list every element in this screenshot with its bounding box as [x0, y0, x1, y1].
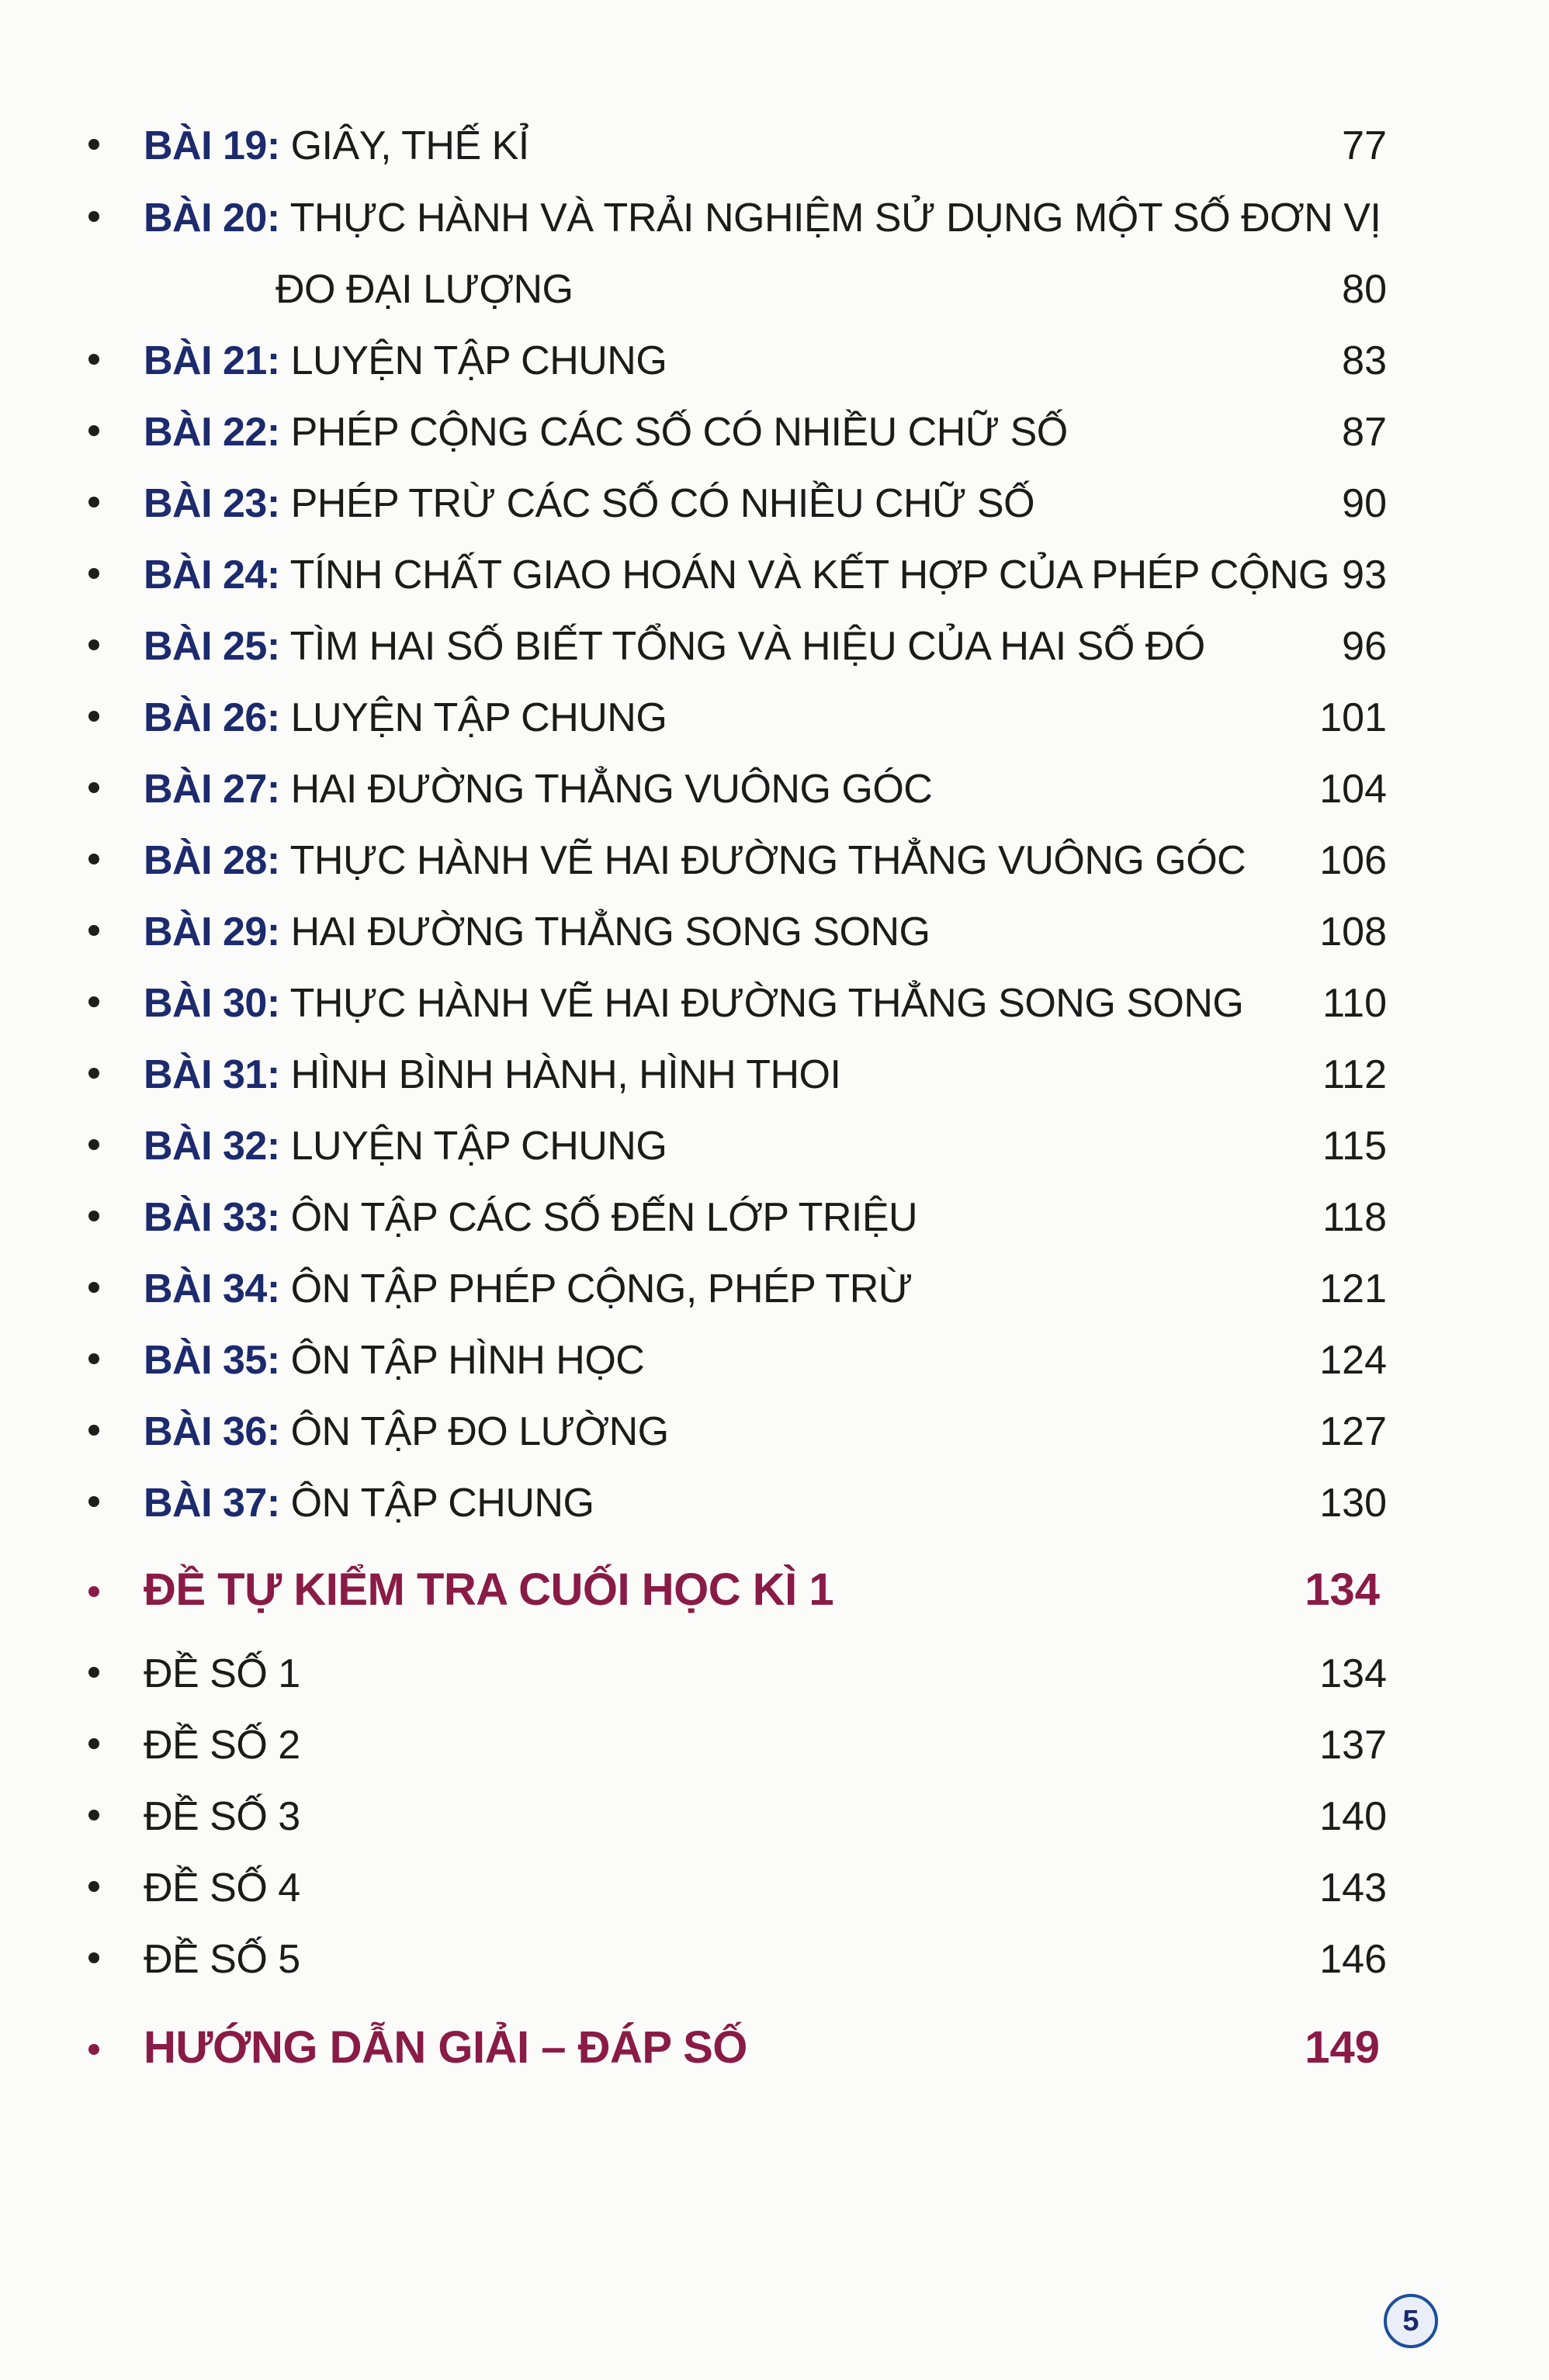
page-number: 146	[1319, 1937, 1387, 1982]
section-title: ĐỀ TỰ KIỂM TRA CUỐI HỌC KÌ 1	[144, 1564, 834, 1615]
bullet-icon	[88, 925, 99, 936]
toc-entry	[0, 613, 1549, 683]
lesson-title: HAI ĐƯỜNG THẲNG VUÔNG GÓC	[290, 767, 933, 812]
toc-entry	[0, 113, 1549, 182]
entry-title-line	[144, 619, 1205, 674]
lesson-title: ÔN TẬP PHÉP CỘNG, PHÉP TRỪ	[290, 1266, 913, 1311]
lesson-label: BÀI 35:	[144, 1338, 280, 1383]
toc-entry	[0, 1470, 1549, 1540]
toc-entry	[0, 899, 1549, 968]
test-title: ĐỀ SỐ 3	[144, 1794, 300, 1839]
lesson-title: THỰC HÀNH VẼ HAI ĐƯỜNG THẲNG SONG SONG	[289, 981, 1244, 1026]
toc-entry	[0, 1184, 1549, 1254]
toc-entry	[0, 970, 1549, 1040]
lesson-title: ÔN TẬP ĐO LƯỜNG	[290, 1409, 669, 1454]
lesson-title: TÌM HAI SỐ BIẾT TỔNG VÀ HIỆU CỦA HAI SỐ ĐÓ	[289, 624, 1205, 669]
toc-entry	[0, 1041, 1549, 1111]
toc-entry	[0, 327, 1549, 397]
page-number: 83	[1342, 338, 1387, 383]
lesson-title: PHÉP CỘNG CÁC SỐ CÓ NHIỀU CHỮ SỐ	[290, 410, 1068, 455]
toc-entry	[0, 1640, 1549, 1710]
page-number: 106	[1319, 838, 1387, 883]
bullet-icon	[88, 1952, 99, 1963]
bullet-icon	[88, 1282, 99, 1293]
section-title: HƯỚNG DẪN GIẢI – ĐÁP SỐ	[144, 2022, 747, 2073]
section-page-number: 149	[1305, 2022, 1380, 2073]
section-page-number: 134	[1305, 1564, 1380, 1615]
bullet-icon	[88, 139, 99, 150]
entry-title-line	[144, 1476, 594, 1530]
bullet-icon	[88, 1211, 99, 1221]
lesson-label: BÀI 30:	[144, 981, 280, 1026]
page-number: 115	[1322, 1124, 1387, 1169]
entry-title-line	[144, 548, 1329, 602]
page-number-badge: 5	[1384, 2294, 1438, 2348]
entry-title-line	[144, 833, 1246, 888]
lesson-label: BÀI 25:	[144, 624, 280, 669]
lesson-title: LUYỆN TẬP CHUNG	[290, 695, 667, 740]
bullet-icon	[88, 1667, 99, 1678]
page-number: 77	[1342, 123, 1387, 168]
page-number: 104	[1319, 767, 1387, 812]
entry-title-line	[144, 762, 932, 816]
page-number: 143	[1319, 1866, 1387, 1911]
page-number: 121	[1319, 1266, 1387, 1311]
lesson-label: BÀI 24:	[144, 553, 280, 598]
entry-title-line	[144, 1119, 667, 1173]
toc-entry	[0, 185, 1549, 255]
toc-entry	[0, 756, 1549, 826]
lesson-title: THỰC HÀNH VÀ TRẢI NGHIỆM SỬ DỤNG MỘT SỐ ĐƠN VỊ	[289, 196, 1381, 241]
test-title: ĐỀ SỐ 2	[144, 1723, 300, 1768]
bullet-icon	[88, 497, 99, 508]
test-title: ĐỀ SỐ 4	[144, 1866, 300, 1911]
bullet-icon	[88, 1881, 99, 1892]
lesson-label: BÀI 26:	[144, 695, 280, 740]
lesson-title: ÔN TẬP CÁC SỐ ĐẾN LỚP TRIỆU	[290, 1195, 918, 1240]
bullet-icon	[88, 1425, 99, 1436]
entry-title-line	[144, 476, 1034, 531]
lesson-label: BÀI 20:	[144, 196, 280, 241]
page-number: 112	[1322, 1052, 1387, 1097]
page-number: 101	[1319, 695, 1387, 740]
entry-title-line	[144, 119, 529, 173]
entry-title-line	[144, 1262, 913, 1316]
lesson-title: THỰC HÀNH VẼ HAI ĐƯỜNG THẲNG VUÔNG GÓC	[289, 838, 1246, 883]
lesson-label: BÀI 34:	[144, 1266, 280, 1311]
toc-entry	[0, 1398, 1549, 1468]
toc-entry	[0, 470, 1549, 540]
lesson-label: BÀI 27:	[144, 767, 280, 812]
lesson-title: LUYỆN TẬP CHUNG	[290, 1124, 667, 1169]
lesson-title: HAI ĐƯỜNG THẲNG SONG SONG	[290, 909, 930, 954]
bullet-icon	[88, 2044, 99, 2055]
page-number: 137	[1319, 1723, 1387, 1768]
entry-title-line	[144, 191, 1381, 245]
lesson-label: BÀI 31:	[144, 1052, 280, 1097]
bullet-icon	[88, 1738, 99, 1749]
page-number: 130	[1319, 1481, 1387, 1526]
lesson-title: ÔN TẬP HÌNH HỌC	[290, 1338, 645, 1383]
page-number: 90	[1342, 481, 1387, 526]
bullet-icon	[88, 354, 99, 365]
bullet-icon	[88, 211, 99, 222]
bullet-icon	[88, 568, 99, 579]
bullet-icon	[88, 1496, 99, 1507]
lesson-label: BÀI 28:	[144, 838, 280, 883]
toc-entry	[0, 542, 1549, 611]
lesson-label: BÀI 36:	[144, 1409, 280, 1454]
lesson-title: HÌNH BÌNH HÀNH, HÌNH THOI	[290, 1052, 841, 1097]
entry-title-line	[144, 1405, 669, 1459]
toc-entry	[0, 1712, 1549, 1782]
bullet-icon	[88, 425, 99, 436]
lesson-label: BÀI 33:	[144, 1195, 280, 1240]
bullet-icon	[88, 639, 99, 650]
entry-title-line	[144, 691, 667, 745]
bullet-icon	[88, 782, 99, 793]
test-title: ĐỀ SỐ 1	[144, 1651, 300, 1696]
lesson-label: BÀI 21:	[144, 338, 280, 383]
bullet-icon	[88, 1810, 99, 1821]
toc-entry	[0, 684, 1549, 754]
toc-entry	[0, 1855, 1549, 1924]
entry-title-line	[144, 405, 1068, 459]
bullet-icon	[88, 1353, 99, 1364]
bullet-icon	[88, 1586, 99, 1597]
entry-title-line	[144, 1333, 644, 1387]
page-number: 118	[1322, 1195, 1387, 1240]
page-number: 96	[1342, 624, 1387, 669]
toc-entry	[0, 1113, 1549, 1183]
page-number: 93	[1342, 553, 1387, 598]
page-number: 134	[1319, 1651, 1387, 1696]
entry-title-line	[144, 1048, 840, 1102]
lesson-label: BÀI 23:	[144, 481, 280, 526]
lesson-label: BÀI 37:	[144, 1481, 280, 1526]
lesson-label: BÀI 19:	[144, 123, 280, 168]
page-number: 80	[1342, 267, 1387, 312]
toc-section-heading	[0, 2015, 1549, 2084]
bullet-icon	[88, 1068, 99, 1079]
bullet-icon	[88, 711, 99, 722]
lesson-title: TÍNH CHẤT GIAO HOÁN VÀ KẾT HỢP CỦA PHÉP CỘNG	[289, 553, 1329, 598]
lesson-title: LUYỆN TẬP CHUNG	[290, 338, 667, 383]
lesson-label: BÀI 32:	[144, 1124, 280, 1169]
lesson-title: PHÉP TRỪ CÁC SỐ CÓ NHIỀU CHỮ SỐ	[290, 481, 1035, 526]
page-number: 108	[1319, 909, 1387, 954]
bullet-icon	[88, 854, 99, 864]
entry-title-line	[144, 905, 930, 959]
lesson-title: ÔN TẬP CHUNG	[290, 1481, 594, 1526]
page-number: 110	[1322, 981, 1387, 1026]
toc-entry	[0, 1926, 1549, 1996]
test-title: ĐỀ SỐ 5	[144, 1937, 300, 1982]
toc-entry	[0, 1327, 1549, 1397]
toc-section-heading	[0, 1557, 1549, 1627]
entry-title-line	[144, 1190, 917, 1245]
toc-entry	[0, 1256, 1549, 1325]
page-number: 124	[1319, 1338, 1387, 1383]
page-number: 87	[1342, 410, 1387, 455]
lesson-title: GIÂY, THẾ KỈ	[290, 123, 529, 168]
toc-entry-continuation	[0, 256, 1549, 326]
toc-entry	[0, 399, 1549, 469]
bullet-icon	[88, 1139, 99, 1150]
page-number: 127	[1319, 1409, 1387, 1454]
toc-entry	[0, 1783, 1549, 1853]
lesson-label: BÀI 29:	[144, 909, 280, 954]
lesson-label: BÀI 22:	[144, 410, 280, 455]
page-number: 140	[1319, 1794, 1387, 1839]
lesson-title-continuation: ĐO ĐẠI LƯỢNG	[275, 267, 574, 312]
entry-title-line	[144, 334, 667, 388]
toc-entry	[0, 827, 1549, 897]
bullet-icon	[88, 996, 99, 1007]
entry-title-line	[144, 976, 1243, 1031]
